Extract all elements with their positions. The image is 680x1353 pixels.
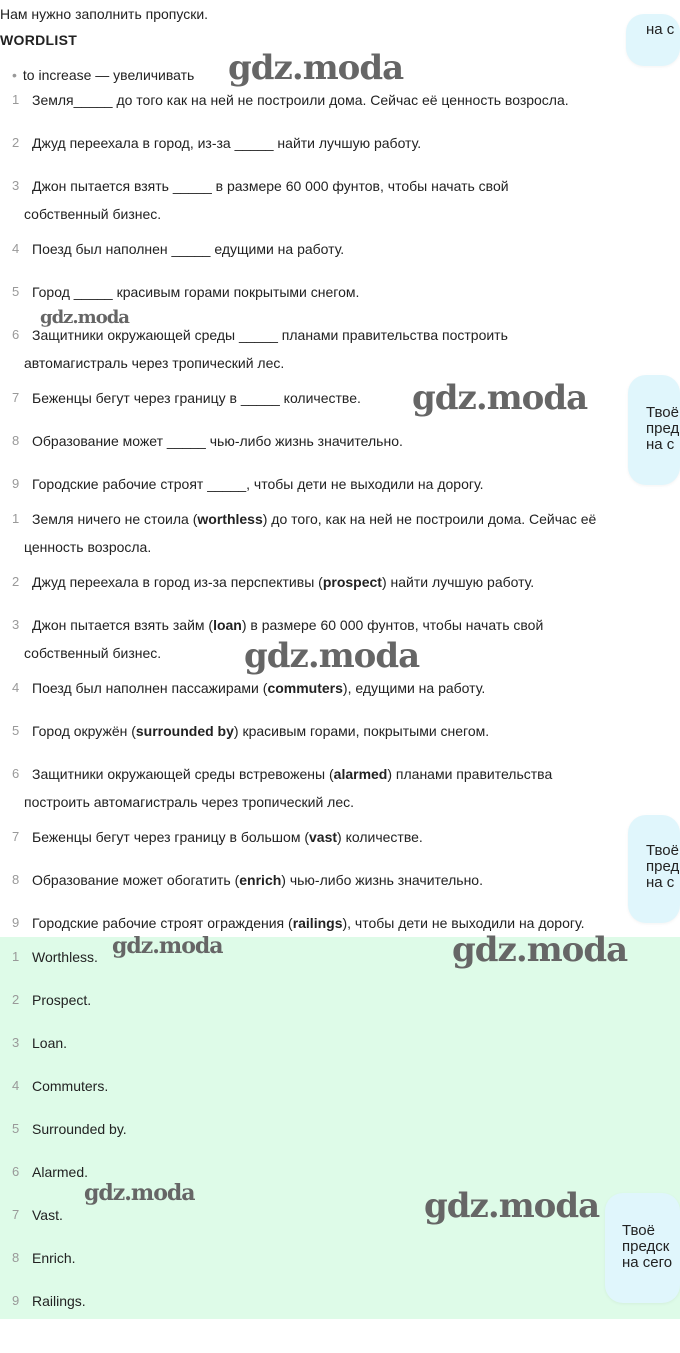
promo-banner[interactable] [626, 14, 680, 66]
translation-text-continued: построить автомагистраль через тропический лес. [24, 794, 355, 810]
task-number: 2 [12, 135, 20, 150]
watermark-logo: gdz.moda [84, 1180, 195, 1206]
promo-banner[interactable] [605, 1193, 680, 1303]
watermark-logo: gdz.moda [412, 378, 588, 418]
translation-text: Джон пытается взять займ ( [32, 617, 214, 633]
translation-text-continued: ценность возросла. [24, 539, 152, 555]
answer-item [0, 986, 680, 1014]
task-item [0, 321, 680, 377]
promo-text: пред [646, 858, 680, 875]
translation-number: 7 [12, 829, 20, 844]
task-text: Образование может _____ чью-либо жизнь значительно. [32, 433, 403, 449]
promo-text: Твоё [646, 404, 679, 421]
watermark-logo: gdz.moda [424, 1186, 600, 1226]
promo-text: на с [646, 436, 675, 453]
answer-number: 8 [12, 1250, 20, 1265]
task-number: 5 [12, 284, 20, 299]
vocab-word: surrounded by [135, 723, 234, 739]
answer-number: 3 [12, 1035, 20, 1050]
answer-text: Railings. [32, 1293, 86, 1309]
translation-number: 6 [12, 766, 20, 781]
translation-number: 9 [12, 915, 20, 930]
translation-text: ) в размере 60 000 фунтов, чтобы начать свой [241, 617, 544, 633]
promo-banner[interactable] [628, 375, 680, 485]
translation-number: 4 [12, 680, 20, 695]
promo-text: на с [646, 874, 675, 891]
translation-text: Городские рабочие строят ограждения ( [32, 915, 293, 931]
answer-text: Prospect. [32, 992, 92, 1008]
answer-number: 5 [12, 1121, 20, 1136]
vocab-word: prospect [322, 574, 382, 590]
translation-text: Город окружён ( [32, 723, 136, 739]
task-text: Поезд был наполнен _____ едущими на работу. [32, 241, 345, 257]
answer-number: 2 [12, 992, 20, 1007]
promo-banner[interactable] [628, 815, 680, 923]
task-text: Земля_____ до того как на ней не построили дома. Сейчас её ценность возросла. [32, 92, 569, 108]
vocab-word: vast [309, 829, 338, 845]
task-number: 6 [12, 327, 20, 342]
wordlist-item-text: to increase — увеличивать [22, 67, 195, 83]
translation-text-continued: собственный бизнес. [24, 645, 162, 661]
translation-text: Джуд переехала в город из-за перспективы ( [32, 574, 323, 590]
vocab-word: alarmed [333, 766, 388, 782]
translation-number: 1 [12, 511, 20, 526]
task-number: 7 [12, 390, 20, 405]
translation-text: Защитники окружающей среды встревожены ( [32, 766, 334, 782]
vocab-word: enrich [239, 872, 282, 888]
promo-text: предск [622, 1238, 670, 1255]
translation-number: 3 [12, 617, 20, 632]
task-text: Беженцы бегут через границу в _____ количестве. [32, 390, 361, 406]
task-text-continued: собственный бизнес. [24, 206, 162, 222]
answer-number: 9 [12, 1293, 20, 1308]
translation-item [0, 823, 680, 851]
translation-number: 2 [12, 574, 20, 589]
translation-text: Поезд был наполнен пассажирами ( [32, 680, 268, 696]
translation-number: 5 [12, 723, 20, 738]
translation-text: ) планами правительства [387, 766, 553, 782]
task-item [0, 172, 680, 228]
promo-text: Твоё [622, 1222, 655, 1239]
translation-text: Образование может обогатить ( [32, 872, 240, 888]
watermark-logo: gdz.moda [228, 48, 404, 88]
translation-text: Беженцы бегут через границу в большом ( [32, 829, 309, 845]
translation-item [0, 717, 680, 745]
answer-item [0, 1287, 680, 1315]
task-number: 9 [12, 476, 20, 491]
task-item [0, 235, 680, 263]
answer-number: 4 [12, 1078, 20, 1093]
task-text: Городские рабочие строят _____, чтобы дети не выходили на дорогу. [32, 476, 484, 492]
watermark-logo: gdz.moda [452, 930, 628, 970]
answer-text: Alarmed. [32, 1164, 89, 1180]
task-item [0, 129, 680, 157]
answer-text: Surrounded by. [32, 1121, 127, 1137]
task-item [0, 86, 680, 114]
wordlist-item [12, 67, 194, 83]
translation-text: ) чью-либо жизнь значительно. [281, 872, 483, 888]
task-text: Защитники окружающей среды _____ планами правительства построить [32, 327, 508, 343]
task-text-continued: автомагистраль через тропический лес. [24, 355, 285, 371]
translation-text: ) до того, как на ней не построили дома. Сейчас её [262, 511, 597, 527]
translation-number: 8 [12, 872, 20, 887]
answer-number: 7 [12, 1207, 20, 1222]
answer-text: Worthless. [32, 949, 98, 965]
translation-item [0, 505, 680, 561]
translation-text: Земля ничего не стоила ( [32, 511, 198, 527]
task-number: 1 [12, 92, 20, 107]
vocab-word: railings [292, 915, 343, 931]
vocab-word: commuters [267, 680, 343, 696]
translation-item [0, 866, 680, 894]
answer-text: Vast. [32, 1207, 63, 1223]
translation-item [0, 760, 680, 816]
watermark-logo: gdz.moda [112, 933, 223, 959]
promo-text: пред [646, 420, 680, 437]
wordlist-heading: WORDLIST [0, 32, 78, 48]
task-text: Джуд переехала в город, из-за _____ найти лучшую работу. [32, 135, 422, 151]
answer-text: Commuters. [32, 1078, 109, 1094]
answer-text: Loan. [32, 1035, 68, 1051]
answer-item [0, 1115, 680, 1143]
answer-item [0, 1244, 680, 1272]
answer-number: 6 [12, 1164, 20, 1179]
task-number: 3 [12, 178, 20, 193]
answer-text: Enrich. [32, 1250, 76, 1266]
bullet-dot-icon: • [12, 67, 17, 83]
translation-item [0, 568, 680, 596]
translation-text: ) количестве. [337, 829, 423, 845]
translation-text: ) красивым горами, покрытыми снегом. [233, 723, 490, 739]
task-item [0, 278, 680, 306]
translation-text: ), едущими на работу. [342, 680, 486, 696]
watermark-logo: gdz.moda [40, 307, 129, 328]
translation-text: ), чтобы дети не выходили на дорогу. [342, 915, 585, 931]
translation-item [0, 674, 680, 702]
promo-text: на сего [622, 1254, 673, 1271]
watermark-logo: gdz.moda [244, 636, 420, 676]
task-text: Джон пытается взять _____ в размере 60 000 фунтов, чтобы начать свой [32, 178, 509, 194]
task-item [0, 427, 680, 455]
vocab-word: worthless [197, 511, 263, 527]
answer-number: 1 [12, 949, 20, 964]
promo-text: на с [646, 21, 675, 38]
task-number: 8 [12, 433, 20, 448]
task-number: 4 [12, 241, 20, 256]
promo-text: Твоё [646, 842, 679, 859]
answer-item [0, 1072, 680, 1100]
translation-text: ) найти лучшую работу. [381, 574, 535, 590]
intro-text: Нам нужно заполнить пропуски. [0, 6, 209, 22]
task-text: Город _____ красивым горами покрытыми снегом. [32, 284, 360, 300]
task-item [0, 470, 680, 498]
answer-item [0, 1029, 680, 1057]
vocab-word: loan [213, 617, 242, 633]
